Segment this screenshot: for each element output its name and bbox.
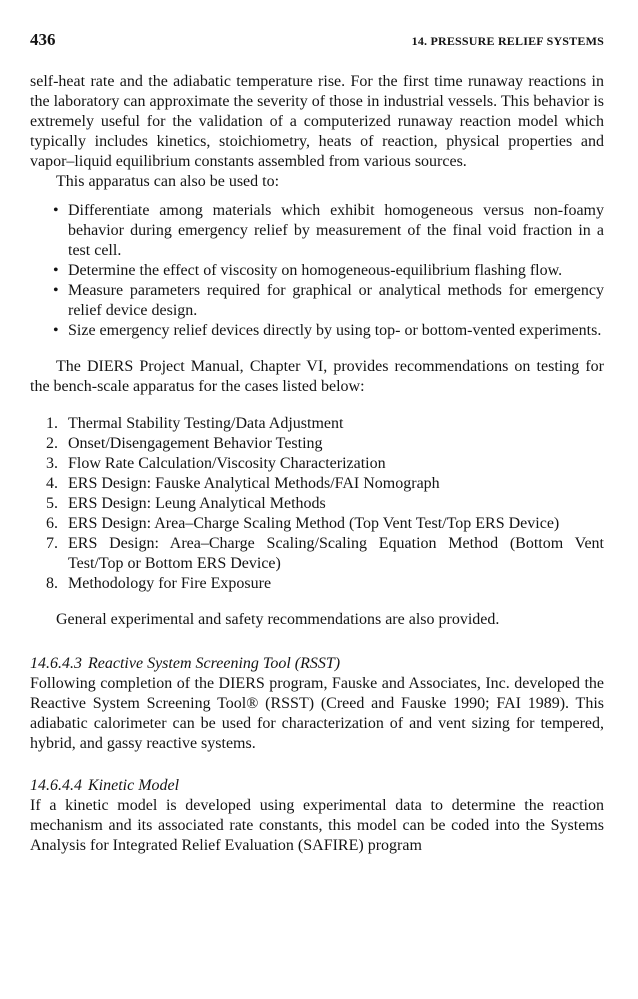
list-item-text: ERS Design: Fauske Analytical Methods/FAI Nomograph [68, 475, 440, 492]
list-item [46, 534, 604, 574]
list-item [53, 321, 604, 341]
bullet-icon: • [53, 322, 59, 339]
paragraph-diers-manual: The DIERS Project Manual, Chapter VI, provides recommendations on testing for the bench-scale apparatus for the cases listed below: [30, 358, 604, 395]
list-item-text: Flow Rate Calculation/Viscosity Characterization [68, 455, 386, 472]
list-item-text: Methodology for Fire Exposure [68, 575, 272, 592]
section-title: Kinetic Model [88, 777, 180, 794]
list-item-number: 4. [46, 475, 58, 492]
list-item-text: ERS Design: Leung Analytical Methods [68, 495, 326, 512]
book-page [30, 30, 604, 856]
list-item [46, 474, 604, 494]
list-item [53, 281, 604, 321]
running-title: 14. PRESSURE RELIEF SYSTEMS [411, 34, 604, 48]
list-item-number: 7. [46, 535, 58, 552]
list-item-text: Measure parameters required for graphical or analytical methods for emergency relief device design. [68, 282, 604, 319]
section-heading-rsst [30, 654, 604, 674]
test-cases-list [30, 414, 604, 594]
running-head [30, 30, 604, 50]
apparatus-uses-list [30, 201, 604, 341]
bullet-icon: • [53, 282, 59, 299]
paragraph-kinetic-model: If a kinetic model is developed using experimental data to determine the reaction mechanism and its associated rate constants, this model can be coded into the Systems Analysis for Integrated Relief Evaluation (SAFIRE) program [30, 797, 604, 854]
section-heading-kinetic-model [30, 776, 604, 796]
paragraph-general-recommendations: General experimental and safety recommendations are also provided. [56, 611, 500, 628]
list-item-text: Thermal Stability Testing/Data Adjustment [68, 415, 344, 432]
list-item-text: ERS Design: Area–Charge Scaling Method (Top Vent Test/Top ERS Device) [68, 515, 560, 532]
list-item [46, 414, 604, 434]
section-number: 14.6.4.4 [30, 777, 82, 794]
list-item [53, 201, 604, 261]
list-item-number: 3. [46, 455, 58, 472]
bullet-icon: • [53, 262, 59, 279]
list-item-text: Determine the effect of viscosity on homogeneous-equilibrium flashing flow. [68, 262, 563, 279]
bullet-icon: • [53, 202, 59, 219]
list-item [46, 454, 604, 474]
section-title: Reactive System Screening Tool (RSST) [88, 655, 341, 672]
list-item-number: 6. [46, 515, 58, 532]
list-item-text: Onset/Disengagement Behavior Testing [68, 435, 323, 452]
list-item-number: 8. [46, 575, 58, 592]
list-item-number: 2. [46, 435, 58, 452]
list-item-number: 5. [46, 495, 58, 512]
list-item-text: ERS Design: Area–Charge Scaling/Scaling Equation Method (Bottom Vent Test/Top or Bottom ERS Device) [68, 535, 604, 572]
list-item [46, 494, 604, 514]
list-item-number: 1. [46, 415, 58, 432]
paragraph-self-heat: self-heat rate and the adiabatic temperature rise. For the first time runaway reactions in the laboratory can approximate the severity of those in industrial vessels. This behavior is extremely useful for the validation of a computerized runaway reaction model which typically includes kinetics, stoichiometry, heats of reaction, physical properties and vapor–liquid equilibrium constants assembled from various sources. [30, 73, 604, 170]
paragraph-apparatus-uses: This apparatus can also be used to: [56, 173, 280, 190]
list-item [53, 261, 604, 281]
list-item-text: Size emergency relief devices directly by using top- or bottom-vented experiments. [68, 322, 602, 339]
section-number: 14.6.4.3 [30, 655, 82, 672]
list-item [46, 514, 604, 534]
paragraph-rsst: Following completion of the DIERS program, Fauske and Associates, Inc. developed the Reactive System Screening Tool® (RSST) (Creed and Fauske 1990; FAI 1989). This adiabatic calorimeter can be used for characterization of and vent sizing for tempered, hybrid, and gassy reactive systems. [30, 675, 604, 752]
list-item [46, 434, 604, 454]
list-item-text: Differentiate among materials which exhibit homogeneous versus non-foamy behavior during emergency relief by measurement of the final void fraction in a test cell. [68, 202, 604, 259]
page-number: 436 [30, 30, 56, 49]
list-item [46, 574, 604, 594]
